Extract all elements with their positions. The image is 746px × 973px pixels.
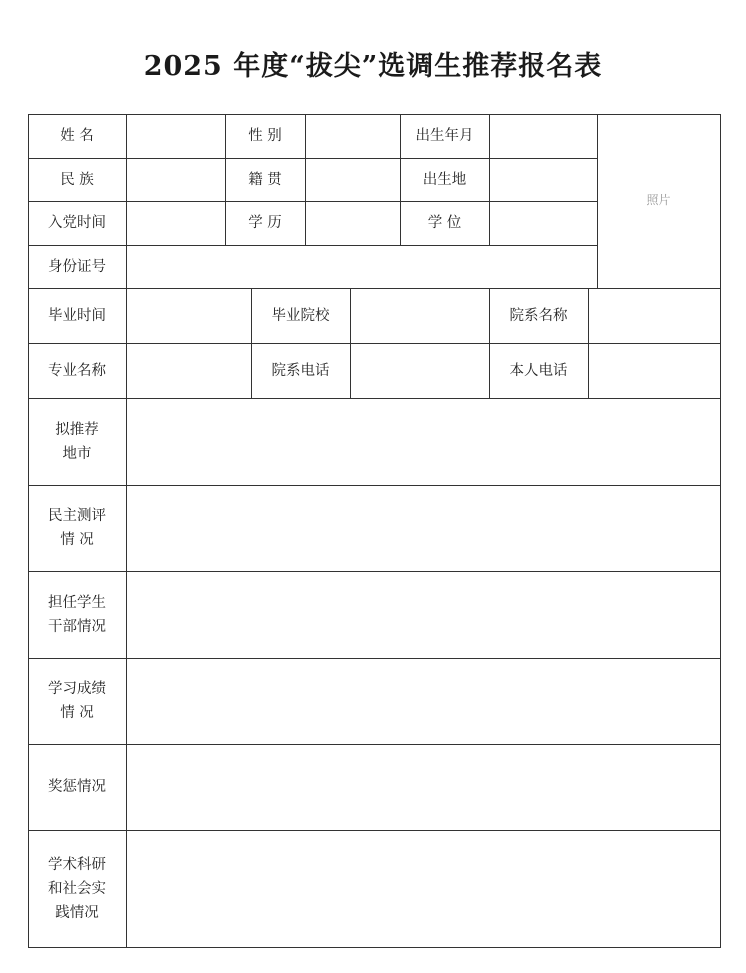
rewards-penalties-field[interactable]	[126, 744, 720, 830]
recommended-city-field[interactable]	[126, 398, 720, 485]
graduation-school-field[interactable]	[350, 288, 489, 343]
research-practice-label: 学术科研 和社会实 践情况	[48, 856, 106, 921]
name-label: 姓 名	[60, 128, 94, 144]
native-place-label: 籍 贯	[248, 171, 282, 188]
graduation-date-field[interactable]	[126, 288, 251, 343]
academic-performance-label: 学习成绩 情 况	[48, 681, 106, 721]
degree-field[interactable]	[489, 201, 597, 245]
academic-performance-field[interactable]	[126, 658, 720, 744]
gender-field[interactable]	[305, 114, 400, 158]
rewards-penalties-label: 奖惩情况	[48, 779, 106, 795]
education-label: 学 历	[248, 215, 282, 231]
native-place-field[interactable]	[305, 158, 400, 201]
personal-phone-field[interactable]	[588, 343, 720, 398]
student-cadre-label: 担任学生 干部情况	[48, 594, 106, 635]
party-join-date-label: 入党时间	[48, 215, 106, 231]
birth-date-label: 出生年月	[415, 128, 474, 144]
degree-label: 学 位	[427, 215, 462, 231]
gender-label: 性 别	[248, 128, 282, 144]
department-phone-field[interactable]	[350, 343, 489, 398]
recommended-city-label: 拟推荐 地市	[55, 421, 99, 462]
party-join-date-field[interactable]	[126, 201, 225, 245]
ethnicity-field[interactable]	[126, 158, 225, 201]
photo-box[interactable]: 照片	[646, 193, 671, 207]
personal-phone-label: 本人电话	[509, 362, 568, 379]
form-title: 2025 年度“拔尖”选调生推荐报名表	[143, 51, 603, 82]
name-field[interactable]	[126, 114, 225, 158]
department-phone-label: 院系电话	[271, 362, 330, 379]
department-name-label: 院系名称	[509, 307, 568, 324]
id-number-field[interactable]	[126, 245, 597, 288]
democratic-evaluation-label: 民主测评 情 况	[48, 508, 106, 548]
graduation-school-label: 毕业院校	[271, 307, 330, 324]
birth-date-field[interactable]	[489, 114, 597, 158]
registration-form-table	[28, 114, 721, 949]
major-name-label: 专业名称	[48, 362, 106, 379]
ethnicity-label: 民 族	[60, 171, 94, 188]
democratic-evaluation-field[interactable]	[126, 485, 720, 571]
department-name-field[interactable]	[588, 288, 720, 343]
research-practice-field[interactable]	[126, 830, 720, 947]
birthplace-field[interactable]	[489, 158, 597, 201]
student-cadre-field[interactable]	[126, 571, 720, 658]
id-number-label: 身份证号	[48, 258, 106, 275]
education-field[interactable]	[305, 201, 400, 245]
major-name-field[interactable]	[126, 343, 251, 398]
graduation-date-label: 毕业时间	[48, 307, 106, 324]
birthplace-label: 出生地	[422, 171, 467, 188]
